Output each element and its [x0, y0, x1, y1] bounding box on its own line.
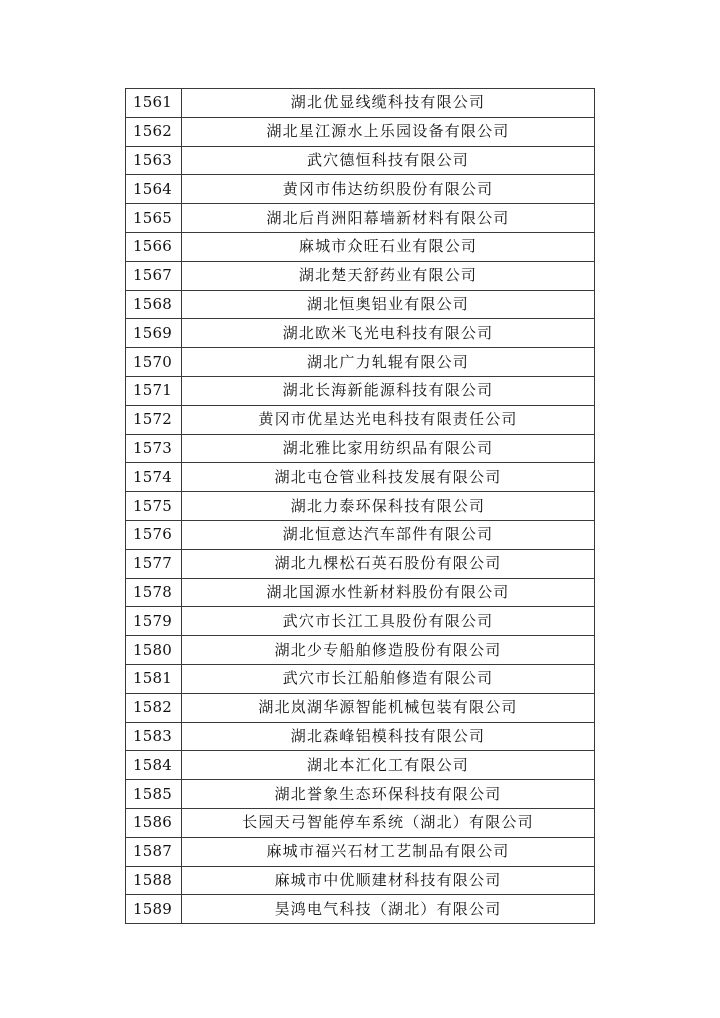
table-row	[126, 175, 595, 204]
row-number: 1561	[126, 89, 182, 118]
row-number: 1572	[126, 405, 182, 434]
table-row	[126, 492, 595, 521]
company-list-table	[125, 88, 595, 924]
table-row	[126, 319, 595, 348]
company-name: 湖北誉象生态环保科技有限公司	[182, 780, 595, 809]
company-name: 黄冈市优星达光电科技有限责任公司	[182, 405, 595, 434]
table-row	[126, 693, 595, 722]
row-number: 1564	[126, 175, 182, 204]
company-name: 湖北广力轧辊有限公司	[182, 348, 595, 377]
row-number: 1566	[126, 232, 182, 261]
row-number: 1577	[126, 549, 182, 578]
company-name: 湖北欧米飞光电科技有限公司	[182, 319, 595, 348]
company-name: 昊鸿电气科技（湖北）有限公司	[182, 895, 595, 924]
table-row	[126, 376, 595, 405]
company-name: 湖北力泰环保科技有限公司	[182, 492, 595, 521]
company-name: 湖北雅比家用纺织品有限公司	[182, 434, 595, 463]
row-number: 1571	[126, 376, 182, 405]
row-number: 1562	[126, 117, 182, 146]
table-row	[126, 204, 595, 233]
row-number: 1569	[126, 319, 182, 348]
table-row	[126, 780, 595, 809]
table-row	[126, 434, 595, 463]
company-name: 长园天弓智能停车系统（湖北）有限公司	[182, 808, 595, 837]
company-name: 武穴市长江工具股份有限公司	[182, 607, 595, 636]
row-number: 1579	[126, 607, 182, 636]
row-number: 1581	[126, 664, 182, 693]
row-number: 1583	[126, 722, 182, 751]
table-body	[126, 89, 595, 924]
table-row	[126, 117, 595, 146]
table-row	[126, 463, 595, 492]
company-name: 湖北后肖洲阳幕墙新材料有限公司	[182, 204, 595, 233]
table-row	[126, 808, 595, 837]
company-name: 湖北楚天舒药业有限公司	[182, 261, 595, 290]
row-number: 1575	[126, 492, 182, 521]
row-number: 1576	[126, 520, 182, 549]
company-name: 湖北恒意达汽车部件有限公司	[182, 520, 595, 549]
table-row	[126, 290, 595, 319]
company-name: 湖北本汇化工有限公司	[182, 751, 595, 780]
row-number: 1589	[126, 895, 182, 924]
company-name: 麻城市福兴石材工艺制品有限公司	[182, 837, 595, 866]
row-number: 1570	[126, 348, 182, 377]
company-name: 湖北少专船舶修造股份有限公司	[182, 636, 595, 665]
company-name: 麻城市众旺石业有限公司	[182, 232, 595, 261]
table-row	[126, 232, 595, 261]
table-row	[126, 636, 595, 665]
table-row	[126, 89, 595, 118]
company-name: 湖北国源水性新材料股份有限公司	[182, 578, 595, 607]
row-number: 1565	[126, 204, 182, 233]
row-number: 1567	[126, 261, 182, 290]
company-name: 武穴德恒科技有限公司	[182, 146, 595, 175]
company-name: 湖北屯仓管业科技发展有限公司	[182, 463, 595, 492]
company-name: 湖北岚湖华源智能机械包装有限公司	[182, 693, 595, 722]
table-row	[126, 895, 595, 924]
table-row	[126, 751, 595, 780]
table-row	[126, 837, 595, 866]
table-row	[126, 405, 595, 434]
row-number: 1588	[126, 866, 182, 895]
company-name: 湖北恒奥铝业有限公司	[182, 290, 595, 319]
row-number: 1582	[126, 693, 182, 722]
company-name: 黄冈市伟达纺织股份有限公司	[182, 175, 595, 204]
company-name: 麻城市中优顺建材科技有限公司	[182, 866, 595, 895]
row-number: 1568	[126, 290, 182, 319]
company-name: 湖北优显线缆科技有限公司	[182, 89, 595, 118]
row-number: 1574	[126, 463, 182, 492]
table-row	[126, 578, 595, 607]
row-number: 1580	[126, 636, 182, 665]
row-number: 1584	[126, 751, 182, 780]
row-number: 1563	[126, 146, 182, 175]
row-number: 1586	[126, 808, 182, 837]
table-row	[126, 261, 595, 290]
company-name: 湖北星江源水上乐园设备有限公司	[182, 117, 595, 146]
row-number: 1587	[126, 837, 182, 866]
table-row	[126, 866, 595, 895]
row-number: 1573	[126, 434, 182, 463]
table-row	[126, 722, 595, 751]
table-row	[126, 549, 595, 578]
row-number: 1578	[126, 578, 182, 607]
table-row	[126, 520, 595, 549]
company-name: 湖北森峰铝模科技有限公司	[182, 722, 595, 751]
table-row	[126, 146, 595, 175]
company-name: 湖北长海新能源科技有限公司	[182, 376, 595, 405]
company-name: 武穴市长江船舶修造有限公司	[182, 664, 595, 693]
company-name: 湖北九棵松石英石股份有限公司	[182, 549, 595, 578]
table-row	[126, 664, 595, 693]
row-number: 1585	[126, 780, 182, 809]
table-row	[126, 348, 595, 377]
table-row	[126, 607, 595, 636]
